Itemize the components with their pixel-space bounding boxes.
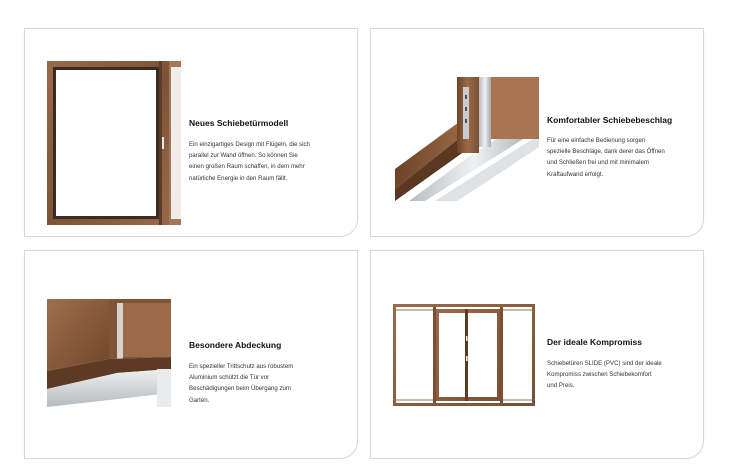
description-line: Beschädigungen beim Übergang zum [189,385,291,393]
description-line: Schiebetüren SLIDE (PVC) sind der ideale [547,360,662,367]
description-line: Kompromiss zwischen Schiebekomfort [547,371,652,379]
description-line: Kraftaufwand erfolgt. [547,170,604,178]
feature-card-sliding-door-model [24,28,358,237]
sliding-door-frame-image [47,61,181,225]
feature-title: Neues Schiebetürmodell [189,118,289,128]
description-line: einen großen Raum schaffen, in dem mehr [189,163,305,171]
feature-card-sliding-fitting [370,28,704,237]
description-line: Für eine einfache Bedienung sorgen [547,137,646,144]
description-line: spezielle Beschläge, dank derer das Öffnen [547,148,665,156]
three-panel-sliding-door-image [393,304,535,406]
description-line: Aluminium schützt die Tür vor [189,374,270,382]
feature-card-ideal-compromise [370,250,704,459]
feature-description [189,361,349,406]
feature-card-special-cover [24,250,358,459]
sliding-fitting-closeup-image [395,77,539,201]
threshold-cover-closeup-image [47,299,171,407]
feature-title: Der ideale Kompromiss [547,337,642,347]
description-line: natürliche Energie in den Raum fällt. [189,174,288,182]
description-line: Garten. [189,396,210,404]
description-line: parallel zur Wand öffnen. So können Sie [189,152,298,160]
feature-description [189,139,354,184]
description-line: und Schließen frei und mit minimalem [547,159,649,167]
feature-title: Komfortabler Schiebebeschlag [547,115,673,125]
description-line: und Preis. [547,382,575,390]
feature-description [547,135,699,180]
description-line: Ein einzigartiges Design mit Flügeln, die sich [189,141,310,148]
feature-description [547,358,699,392]
feature-title: Besondere Abdeckung [189,340,282,350]
description-line: Ein spezieller Trittschutz aus robustem [189,363,294,370]
